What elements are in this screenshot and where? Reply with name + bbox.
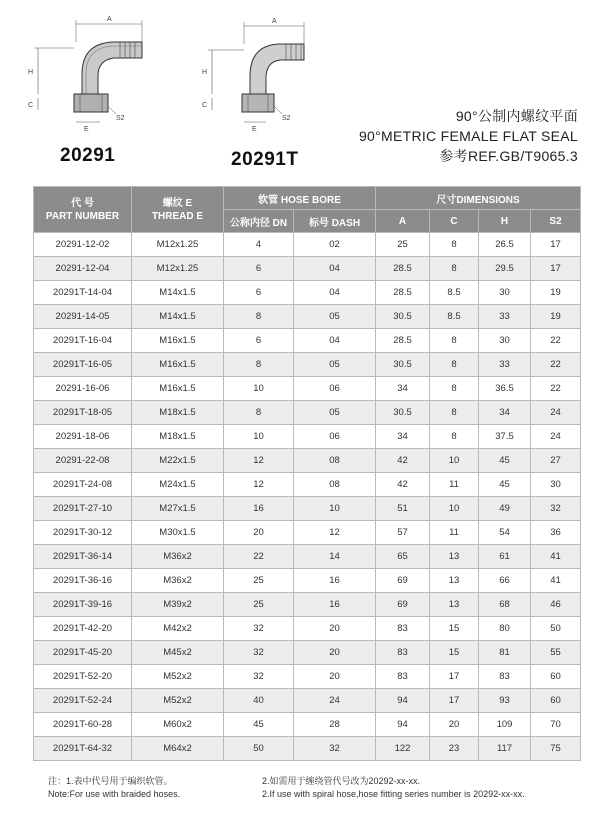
- cell-a: 28.5: [376, 281, 430, 305]
- cell-part-number: 20291T-18-05: [34, 401, 132, 425]
- title-block: [359, 106, 578, 166]
- cell-thread: M22x1.5: [132, 449, 224, 473]
- svg-text:H: H: [28, 69, 34, 76]
- cell-s2: 75: [531, 737, 581, 761]
- table-row: [34, 641, 581, 665]
- cell-dn: 16: [224, 497, 294, 521]
- header-dash: 标号 DASH: [294, 210, 376, 233]
- cell-dash: 04: [294, 281, 376, 305]
- cell-dash: 10: [294, 497, 376, 521]
- cell-a: 34: [376, 377, 430, 401]
- cell-s2: 55: [531, 641, 581, 665]
- cell-s2: 36: [531, 521, 581, 545]
- cell-part-number: 20291T-52-24: [34, 689, 132, 713]
- cell-c: 20: [430, 713, 479, 737]
- cell-part-number: 20291T-36-14: [34, 545, 132, 569]
- cell-thread: M27x1.5: [132, 497, 224, 521]
- cell-dash: 08: [294, 473, 376, 497]
- cell-s2: 70: [531, 713, 581, 737]
- model-number-20291T: 20291T: [231, 149, 299, 170]
- cell-thread: M39x2: [132, 593, 224, 617]
- cell-h: 30: [479, 281, 531, 305]
- cell-c: 8: [430, 401, 479, 425]
- cell-c: 17: [430, 665, 479, 689]
- header-part-number: 代 号 PART NUMBER: [34, 187, 132, 233]
- cell-dn: 22: [224, 545, 294, 569]
- cell-dash: 05: [294, 305, 376, 329]
- note-spiral: [262, 775, 525, 801]
- cell-dn: 6: [224, 329, 294, 353]
- cell-s2: 60: [531, 665, 581, 689]
- cell-a: 51: [376, 497, 430, 521]
- table-row: [34, 713, 581, 737]
- cell-dash: 16: [294, 569, 376, 593]
- cell-c: 8: [430, 233, 479, 257]
- cell-h: 33: [479, 353, 531, 377]
- cell-a: 83: [376, 617, 430, 641]
- table-row: [34, 425, 581, 449]
- header-a: A: [376, 210, 430, 233]
- cell-c: 8: [430, 329, 479, 353]
- cell-c: 10: [430, 497, 479, 521]
- cell-c: 8: [430, 425, 479, 449]
- fitting-drawing-20291: [24, 10, 154, 135]
- cell-dash: 20: [294, 665, 376, 689]
- cell-a: 69: [376, 569, 430, 593]
- cell-dn: 25: [224, 593, 294, 617]
- table-row: [34, 689, 581, 713]
- svg-text:C: C: [28, 102, 34, 109]
- cell-a: 83: [376, 641, 430, 665]
- cell-c: 10: [430, 449, 479, 473]
- cell-h: 83: [479, 665, 531, 689]
- cell-thread: M12x1.25: [132, 233, 224, 257]
- header-s2: S2: [531, 210, 581, 233]
- cell-dash: 02: [294, 233, 376, 257]
- cell-h: 30: [479, 329, 531, 353]
- cell-c: 23: [430, 737, 479, 761]
- cell-h: 45: [479, 449, 531, 473]
- cell-dn: 40: [224, 689, 294, 713]
- svg-text:S2: S2: [282, 115, 291, 122]
- cell-h: 109: [479, 713, 531, 737]
- cell-dash: 05: [294, 353, 376, 377]
- cell-c: 8: [430, 377, 479, 401]
- cell-part-number: 20291T-60-28: [34, 713, 132, 737]
- cell-dash: 28: [294, 713, 376, 737]
- cell-dash: 24: [294, 689, 376, 713]
- cell-c: 8: [430, 257, 479, 281]
- cell-part-number: 20291T-39-16: [34, 593, 132, 617]
- model-number-20291: 20291: [60, 145, 116, 166]
- cell-thread: M36x2: [132, 569, 224, 593]
- cell-s2: 27: [531, 449, 581, 473]
- note-2-en: 2.If use with spiral hose,hose fitting series number is 20292-xx-xx.: [262, 789, 525, 799]
- cell-s2: 17: [531, 233, 581, 257]
- cell-dn: 10: [224, 377, 294, 401]
- table-row: [34, 545, 581, 569]
- table-row: [34, 593, 581, 617]
- cell-dn: 20: [224, 521, 294, 545]
- cell-part-number: 20291T-36-16: [34, 569, 132, 593]
- cell-dash: 04: [294, 329, 376, 353]
- cell-dash: 06: [294, 425, 376, 449]
- cell-dn: 8: [224, 401, 294, 425]
- cell-a: 28.5: [376, 329, 430, 353]
- cell-a: 34: [376, 425, 430, 449]
- cell-c: 13: [430, 569, 479, 593]
- cell-s2: 17: [531, 257, 581, 281]
- title-english: 90°METRIC FEMALE FLAT SEAL: [358, 128, 578, 144]
- cell-h: 34: [479, 401, 531, 425]
- cell-a: 42: [376, 473, 430, 497]
- cell-a: 69: [376, 593, 430, 617]
- cell-dash: 20: [294, 641, 376, 665]
- cell-a: 25: [376, 233, 430, 257]
- cell-s2: 24: [531, 401, 581, 425]
- cell-part-number: 20291-22-08: [34, 449, 132, 473]
- note-2-cn: 2.如需用于缠绕管代号改为20292-xx-xx.: [262, 776, 421, 786]
- cell-s2: 46: [531, 593, 581, 617]
- table-row: [34, 233, 581, 257]
- cell-dn: 8: [224, 305, 294, 329]
- cell-s2: 22: [531, 353, 581, 377]
- cell-part-number: 20291T-14-04: [34, 281, 132, 305]
- note-1-cn: 注：1.表中代号用于编织软管。: [48, 776, 173, 786]
- cell-thread: M14x1.5: [132, 305, 224, 329]
- cell-c: 15: [430, 617, 479, 641]
- cell-thread: M52x2: [132, 665, 224, 689]
- cell-part-number: 20291-14-05: [34, 305, 132, 329]
- cell-a: 42: [376, 449, 430, 473]
- cell-thread: M36x2: [132, 545, 224, 569]
- cell-dn: 45: [224, 713, 294, 737]
- cell-dn: 32: [224, 617, 294, 641]
- svg-text:C: C: [202, 102, 208, 109]
- cell-part-number: 20291T-16-04: [34, 329, 132, 353]
- cell-dn: 6: [224, 257, 294, 281]
- cell-dn: 10: [224, 425, 294, 449]
- cell-dash: 08: [294, 449, 376, 473]
- cell-thread: M42x2: [132, 617, 224, 641]
- cell-dash: 20: [294, 617, 376, 641]
- cell-c: 11: [430, 521, 479, 545]
- cell-thread: M60x2: [132, 713, 224, 737]
- table-row: [34, 401, 581, 425]
- cell-s2: 32: [531, 497, 581, 521]
- cell-h: 36.5: [479, 377, 531, 401]
- cell-c: 8: [430, 353, 479, 377]
- cell-thread: M24x1.5: [132, 473, 224, 497]
- table-row: [34, 473, 581, 497]
- cell-h: 66: [479, 569, 531, 593]
- cell-a: 83: [376, 665, 430, 689]
- cell-thread: M18x1.5: [132, 401, 224, 425]
- cell-h: 93: [479, 689, 531, 713]
- cell-h: 61: [479, 545, 531, 569]
- cell-h: 26.5: [479, 233, 531, 257]
- cell-s2: 22: [531, 377, 581, 401]
- cell-dash: 12: [294, 521, 376, 545]
- cell-a: 94: [376, 689, 430, 713]
- note-1-en: Note:For use with braided hoses.: [48, 789, 181, 799]
- table-row: [34, 569, 581, 593]
- header-dn: 公称内径 DN: [224, 210, 294, 233]
- cell-a: 122: [376, 737, 430, 761]
- svg-text:A: A: [107, 16, 112, 23]
- cell-thread: M18x1.5: [132, 425, 224, 449]
- cell-dash: 06: [294, 377, 376, 401]
- cell-c: 11: [430, 473, 479, 497]
- cell-thread: M52x2: [132, 689, 224, 713]
- cell-part-number: 20291T-24-08: [34, 473, 132, 497]
- cell-dash: 16: [294, 593, 376, 617]
- cell-part-number: 20291-12-04: [34, 257, 132, 281]
- cell-part-number: 20291T-52-20: [34, 665, 132, 689]
- cell-dash: 32: [294, 737, 376, 761]
- table-row: [34, 329, 581, 353]
- header-thread: 螺纹 E THREAD E: [132, 187, 224, 233]
- note-braided: [48, 775, 180, 801]
- spec-table-body: [34, 233, 581, 761]
- cell-part-number: 20291-16-06: [34, 377, 132, 401]
- svg-text:E: E: [84, 126, 89, 133]
- cell-dn: 4: [224, 233, 294, 257]
- cell-part-number: 20291T-30-12: [34, 521, 132, 545]
- cell-a: 30.5: [376, 401, 430, 425]
- cell-thread: M64x2: [132, 737, 224, 761]
- cell-h: 54: [479, 521, 531, 545]
- svg-text:S2: S2: [116, 115, 125, 122]
- cell-s2: 30: [531, 473, 581, 497]
- svg-text:H: H: [202, 69, 208, 76]
- cell-a: 30.5: [376, 305, 430, 329]
- cell-a: 28.5: [376, 257, 430, 281]
- cell-thread: M16x1.5: [132, 377, 224, 401]
- table-row: [34, 665, 581, 689]
- table-row: [34, 497, 581, 521]
- table-row: [34, 449, 581, 473]
- cell-part-number: 20291T-45-20: [34, 641, 132, 665]
- cell-c: 13: [430, 545, 479, 569]
- cell-dn: 6: [224, 281, 294, 305]
- cell-h: 80: [479, 617, 531, 641]
- cell-dn: 25: [224, 569, 294, 593]
- table-row: [34, 737, 581, 761]
- cell-dn: 32: [224, 665, 294, 689]
- cell-dn: 12: [224, 473, 294, 497]
- cell-dn: 12: [224, 449, 294, 473]
- table-row: [34, 353, 581, 377]
- cell-h: 37.5: [479, 425, 531, 449]
- cell-c: 17: [430, 689, 479, 713]
- fitting-drawing-20291T: [200, 10, 330, 135]
- cell-a: 57: [376, 521, 430, 545]
- cell-thread: M12x1.25: [132, 257, 224, 281]
- cell-dash: 14: [294, 545, 376, 569]
- cell-part-number: 20291T-27-10: [34, 497, 132, 521]
- cell-h: 49: [479, 497, 531, 521]
- table-row: [34, 617, 581, 641]
- header-h: H: [479, 210, 531, 233]
- cell-dn: 32: [224, 641, 294, 665]
- cell-h: 29.5: [479, 257, 531, 281]
- cell-a: 94: [376, 713, 430, 737]
- cell-dn: 50: [224, 737, 294, 761]
- cell-s2: 50: [531, 617, 581, 641]
- cell-part-number: 20291-18-06: [34, 425, 132, 449]
- header-dimensions: 尺寸DIMENSIONS: [376, 187, 581, 210]
- cell-h: 45: [479, 473, 531, 497]
- svg-text:A: A: [272, 18, 277, 25]
- cell-s2: 41: [531, 545, 581, 569]
- cell-s2: 41: [531, 569, 581, 593]
- cell-h: 81: [479, 641, 531, 665]
- title-reference: 参考REF.GB/T9065.3: [439, 148, 578, 164]
- table-row: [34, 521, 581, 545]
- cell-part-number: 20291T-16-05: [34, 353, 132, 377]
- cell-s2: 60: [531, 689, 581, 713]
- cell-c: 8.5: [430, 281, 479, 305]
- svg-text:E: E: [252, 126, 257, 133]
- cell-h: 117: [479, 737, 531, 761]
- cell-dash: 04: [294, 257, 376, 281]
- table-row: [34, 281, 581, 305]
- cell-thread: M16x1.5: [132, 353, 224, 377]
- cell-h: 33: [479, 305, 531, 329]
- cell-thread: M45x2: [132, 641, 224, 665]
- header-c: C: [430, 210, 479, 233]
- cell-c: 8.5: [430, 305, 479, 329]
- header-hose-bore: 软管 HOSE BORE: [224, 187, 376, 210]
- cell-thread: M30x1.5: [132, 521, 224, 545]
- title-chinese: 90°公制内螺纹平面: [455, 108, 578, 124]
- table-row: [34, 305, 581, 329]
- cell-dn: 8: [224, 353, 294, 377]
- cell-dash: 05: [294, 401, 376, 425]
- cell-thread: M14x1.5: [132, 281, 224, 305]
- cell-s2: 19: [531, 281, 581, 305]
- cell-c: 13: [430, 593, 479, 617]
- cell-part-number: 20291T-64-32: [34, 737, 132, 761]
- cell-s2: 19: [531, 305, 581, 329]
- cell-a: 65: [376, 545, 430, 569]
- cell-a: 30.5: [376, 353, 430, 377]
- cell-part-number: 20291T-42-20: [34, 617, 132, 641]
- cell-h: 68: [479, 593, 531, 617]
- cell-part-number: 20291-12-02: [34, 233, 132, 257]
- table-row: [34, 377, 581, 401]
- cell-c: 15: [430, 641, 479, 665]
- cell-s2: 24: [531, 425, 581, 449]
- spec-table: [33, 186, 581, 761]
- table-row: [34, 257, 581, 281]
- cell-thread: M16x1.5: [132, 329, 224, 353]
- cell-s2: 22: [531, 329, 581, 353]
